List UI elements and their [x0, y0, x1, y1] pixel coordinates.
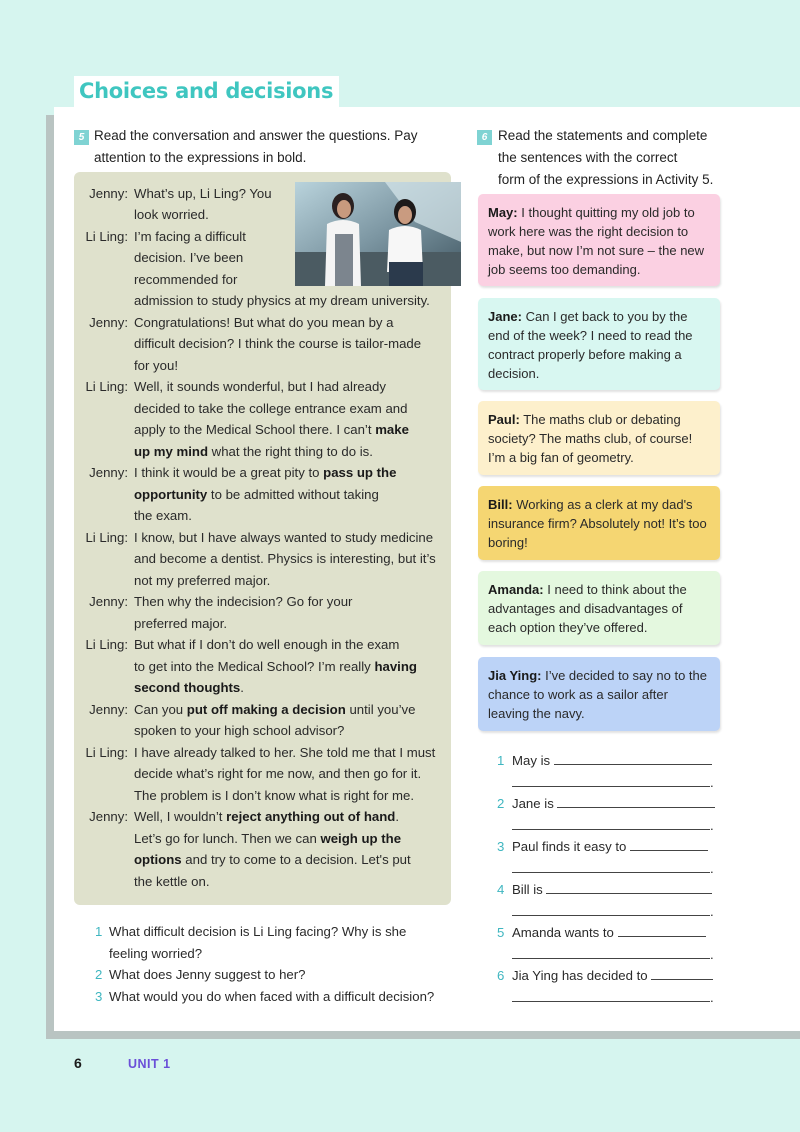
students-photo: [295, 182, 461, 286]
statement-text: The maths club or debating society? The maths club, of course! I’m a big fan of geometry.: [488, 412, 693, 465]
conv-line: look worried.: [134, 207, 209, 222]
conv-line: for you!: [134, 358, 178, 373]
fill-in-2-cont: .: [512, 815, 714, 837]
fill-in-4: [497, 879, 712, 901]
question-2: [95, 964, 305, 986]
fill-number: 6: [497, 968, 505, 983]
conv-text: Let’s go for lunch. Then we can: [134, 831, 321, 846]
conv-line: The problem is I don’t know what is right for me.: [134, 788, 414, 803]
conv-line: Then why the indecision? Go for your: [134, 594, 353, 609]
statement-card-amanda: [478, 571, 720, 645]
statement-text: I thought quitting my old job to work here was the right decision to make, but now I’m not sure – the new job seems too demanding.: [488, 205, 705, 277]
statement-text: I need to think about the advantages and disadvantages of each option they’ve offered.: [488, 582, 687, 635]
expression-up-my-mind: up my mind: [134, 444, 208, 459]
fill-text: Jia Ying has decided to: [512, 968, 648, 983]
conv-text: what the right thing to do is.: [208, 444, 373, 459]
fill-text: May is: [512, 753, 551, 768]
expression-having: having: [374, 659, 417, 674]
question-text: What would you do when faced with a difficult decision?: [109, 989, 435, 1004]
speaker-jenny: Jenny:: [89, 702, 128, 717]
speaker-li-ling: Li Ling:: [85, 379, 128, 394]
activity-6-badge: 6: [477, 130, 492, 145]
statement-card-bill: [478, 486, 720, 560]
fill-number: 5: [497, 925, 505, 940]
fill-in-6: [497, 965, 713, 987]
fill-text: Paul finds it easy to: [512, 839, 627, 854]
answer-blank[interactable]: [512, 945, 710, 959]
expression-opportunity: opportunity: [134, 487, 208, 502]
question-number: 1: [95, 924, 103, 939]
answer-blank[interactable]: [512, 902, 710, 916]
fill-in-5-cont: .: [512, 944, 714, 966]
conv-line: decision. I’ve been: [134, 250, 244, 265]
expression-reject: reject anything out of hand: [226, 809, 396, 824]
conv-line: difficult decision? I think the course is tailor-made: [134, 336, 422, 351]
speaker-jenny: Jenny:: [89, 186, 128, 201]
answer-blank[interactable]: [651, 966, 713, 980]
fill-in-1-cont: .: [512, 772, 714, 794]
conv-text: Well, I wouldn’t: [134, 809, 227, 824]
question-number: 3: [95, 989, 103, 1004]
conv-line: preferred major.: [134, 616, 228, 631]
conv-line: [134, 441, 373, 463]
activity-5-instruction-2: attention to the expressions in bold.: [94, 150, 307, 165]
expression-weigh-up: weigh up the: [320, 831, 402, 846]
fill-number: 4: [497, 882, 505, 897]
answer-blank[interactable]: [554, 751, 712, 765]
question-number: 2: [95, 967, 103, 982]
statement-card-may: [478, 194, 720, 286]
expression-pass-up: pass up the: [323, 465, 397, 480]
speaker-jenny: Jenny:: [89, 594, 128, 609]
statement-speaker: Amanda:: [488, 582, 544, 597]
fill-in-2: [497, 793, 715, 815]
activity-5-badge: 5: [74, 130, 89, 145]
answer-blank[interactable]: [512, 816, 710, 830]
question-3: [95, 986, 434, 1008]
conv-line: I’m facing a difficult: [134, 229, 246, 244]
answer-blank[interactable]: [512, 773, 710, 787]
conv-line: Congratulations! But what do you mean by a: [134, 315, 394, 330]
section-title: Choices and decisions: [79, 79, 334, 103]
conv-line: [134, 806, 399, 828]
conv-line: [134, 656, 417, 678]
fill-in-1: [497, 750, 712, 772]
statement-text: I’ve decided to say no to the chance to work as a sailor after leaving the navy.: [488, 668, 707, 721]
conv-line: the kettle on.: [134, 874, 210, 889]
conv-line: spoken to your high school advisor?: [134, 723, 345, 738]
fill-text: Amanda wants to: [512, 925, 614, 940]
statement-card-paul: [478, 401, 720, 475]
speaker-li-ling: Li Ling:: [85, 745, 128, 760]
answer-blank[interactable]: [618, 923, 706, 937]
fill-number: 2: [497, 796, 505, 811]
conv-line: decided to take the college entrance exam and: [134, 401, 408, 416]
statement-speaker: Jia Ying:: [488, 668, 542, 683]
expression-options: options: [134, 852, 182, 867]
statement-card-jia-ying: [478, 657, 720, 731]
question-1: [95, 921, 406, 943]
fill-in-3: [497, 836, 708, 858]
conv-line: [134, 677, 244, 699]
fill-number: 3: [497, 839, 505, 854]
conv-line: [134, 849, 411, 871]
conv-line: I know, but I have always wanted to study medicine: [134, 530, 434, 545]
conv-text: I think it would be a great pity to: [134, 465, 324, 480]
conv-line: recommended for: [134, 272, 238, 287]
statement-speaker: Jane:: [488, 309, 522, 324]
question-text: What does Jenny suggest to her?: [109, 967, 306, 982]
statement-speaker: Bill:: [488, 497, 513, 512]
speaker-jenny: Jenny:: [89, 315, 128, 330]
conv-line: [134, 828, 401, 850]
conv-line: [134, 419, 409, 441]
conv-text: .: [240, 680, 244, 695]
activity-6-instruction-2: the sentences with the correct: [498, 150, 678, 165]
activity-6-instruction-1: Read the statements and complete: [498, 128, 708, 143]
speaker-jenny: Jenny:: [89, 809, 128, 824]
answer-blank[interactable]: [512, 988, 710, 1002]
answer-blank[interactable]: [557, 794, 715, 808]
fill-in-6-cont: .: [512, 987, 714, 1009]
statement-text: Can I get back to you by the end of the week? I need to read the contract properly before making a decision.: [488, 309, 693, 381]
question-1-cont: feeling worried?: [109, 946, 203, 961]
expression-make: make: [375, 422, 409, 437]
answer-blank[interactable]: [630, 837, 708, 851]
statement-text: Working as a clerk at my dad's insurance firm? Absolutely not! It’s too boring!: [488, 497, 707, 550]
statement-speaker: Paul:: [488, 412, 520, 427]
conv-line: [134, 699, 415, 721]
fill-in-5: [497, 922, 706, 944]
conv-line: decide what’s right for me now, and then go for it.: [134, 766, 422, 781]
answer-blank[interactable]: [546, 880, 712, 894]
conv-line: I have already talked to her. She told me that I must: [134, 745, 436, 760]
conv-line: admission to study physics at my dream university.: [134, 293, 430, 308]
answer-blank[interactable]: [512, 859, 710, 873]
conv-line: But what if I don’t do well enough in the exam: [134, 637, 400, 652]
expression-put-off: put off making a decision: [186, 702, 346, 717]
conv-text: and try to come to a decision. Let's put: [181, 852, 411, 867]
title-box: [74, 76, 339, 107]
expression-second-thoughts: second thoughts: [134, 680, 241, 695]
conv-text: until you’ve: [345, 702, 416, 717]
activity-5-instruction-1: Read the conversation and answer the questions. Pay: [94, 128, 418, 143]
page-number: 6: [74, 1055, 82, 1071]
fill-number: 1: [497, 753, 505, 768]
conv-line: the exam.: [134, 508, 192, 523]
conv-line: [134, 484, 379, 506]
fill-in-3-cont: .: [512, 858, 714, 880]
conv-line: What’s up, Li Ling? You: [134, 186, 272, 201]
unit-label: UNIT 1: [128, 1057, 171, 1071]
speaker-li-ling: Li Ling:: [85, 229, 128, 244]
question-text: What difficult decision is Li Ling facing? Why is she: [109, 924, 407, 939]
conv-line: not my preferred major.: [134, 573, 271, 588]
conv-text: Can you: [134, 702, 187, 717]
fill-in-4-cont: .: [512, 901, 714, 923]
conv-text: apply to the Medical School there. I can’t: [134, 422, 376, 437]
fill-text: Bill is: [512, 882, 543, 897]
activity-6-instruction-3: form of the expressions in Activity 5.: [498, 172, 714, 187]
speaker-jenny: Jenny:: [89, 465, 128, 480]
speaker-li-ling: Li Ling:: [85, 530, 128, 545]
fill-text: Jane is: [512, 796, 554, 811]
conv-text: to be admitted without taking: [207, 487, 379, 502]
statement-speaker: May:: [488, 205, 518, 220]
conv-line: Well, it sounds wonderful, but I had already: [134, 379, 386, 394]
statement-card-jane: [478, 298, 720, 390]
conv-text: .: [395, 809, 400, 824]
conv-text: to get into the Medical School? I’m really: [134, 659, 375, 674]
conv-line: [134, 462, 396, 484]
speaker-li-ling: Li Ling:: [85, 637, 128, 652]
conv-line: and become a dentist. Physics is interesting, but it’s: [134, 551, 436, 566]
